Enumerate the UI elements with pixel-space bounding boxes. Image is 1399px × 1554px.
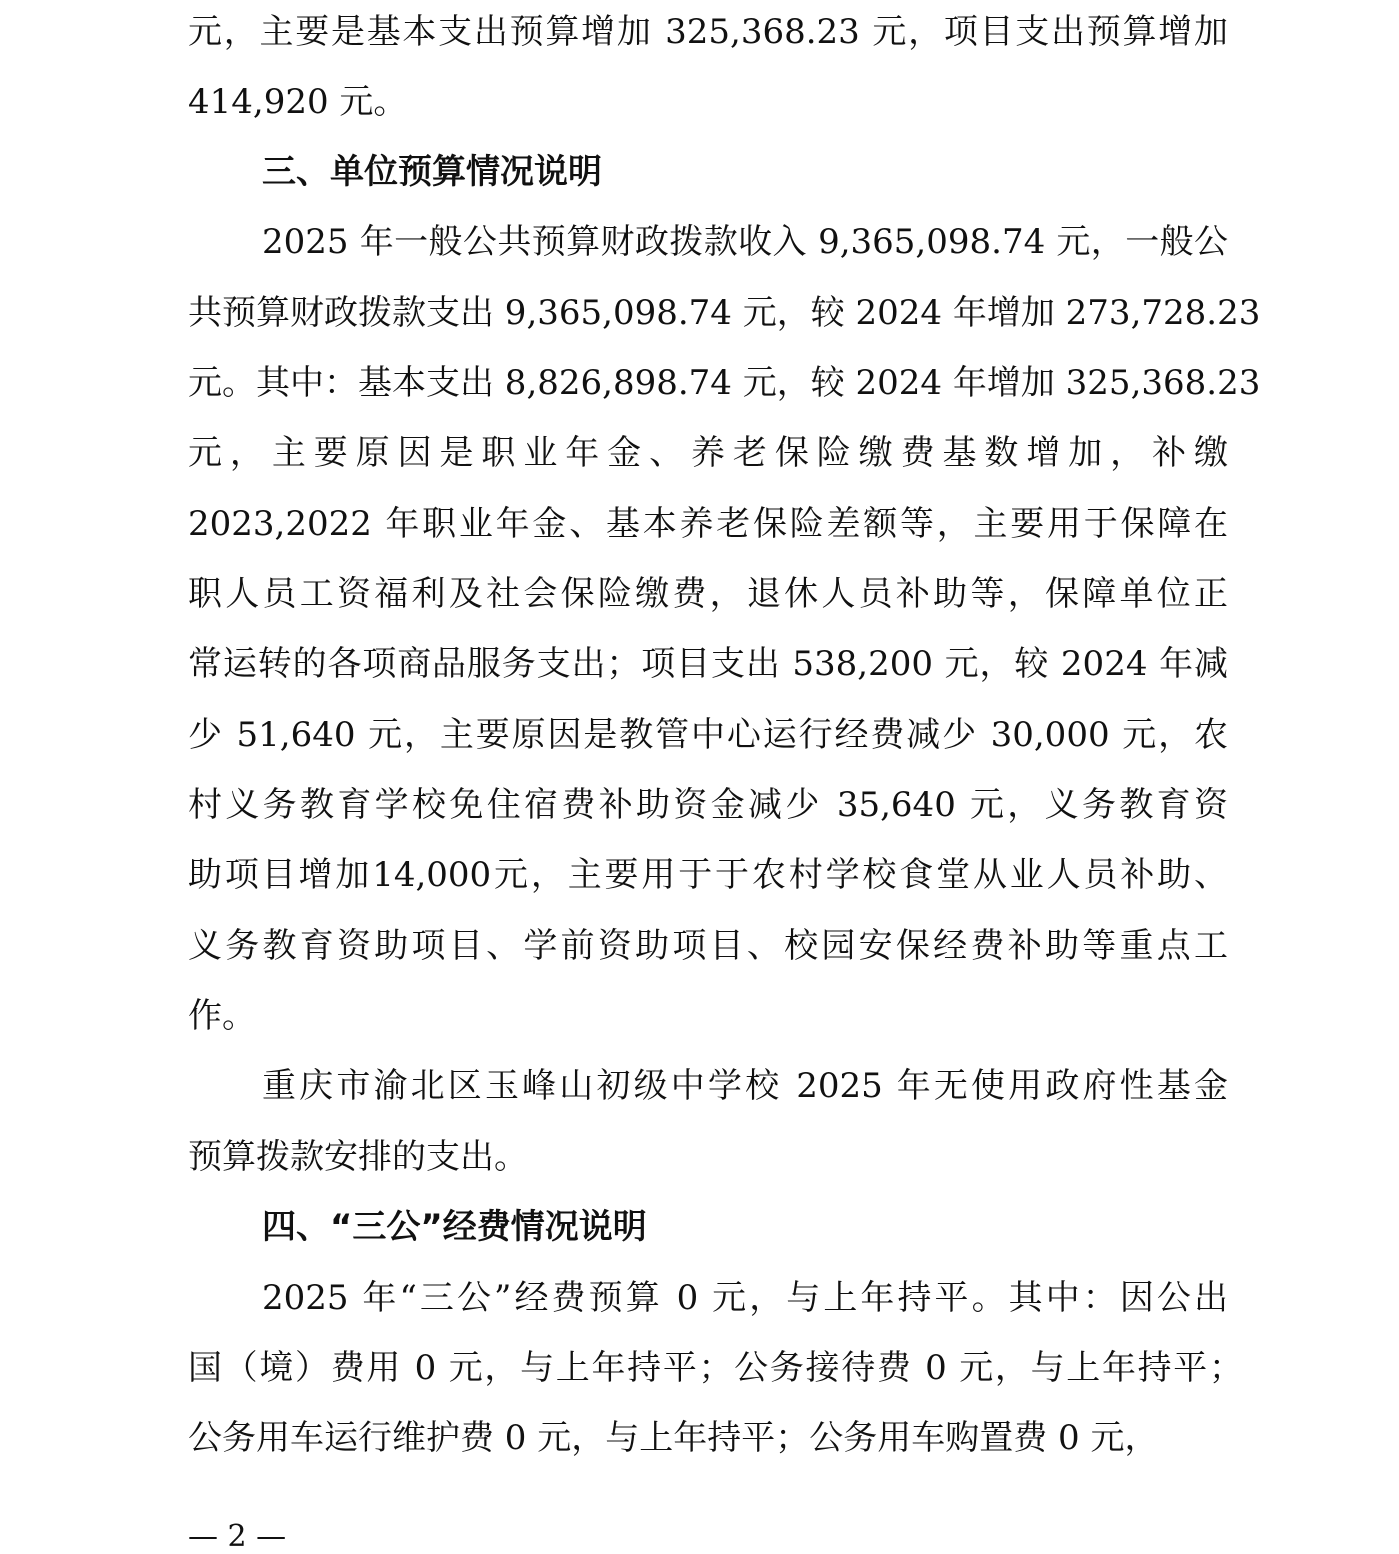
paragraph-line: 2025 年“三公”经费预算 0 元，与上年持平。其中：因公出 bbox=[262, 1278, 1228, 1318]
page-number: — 2 — bbox=[188, 1519, 287, 1554]
paragraph-line: 共预算财政拨款支出 9,365,098.74 元，较 2024 年增加 273,728.23 bbox=[188, 293, 1261, 333]
paragraph-line: 作。 bbox=[188, 996, 256, 1036]
paragraph-line: 2025 年一般公共预算财政拨款收入 9,365,098.74 元，一般公 bbox=[262, 222, 1228, 262]
paragraph-line: 助项目增加14,000元，主要用于于农村学校食堂从业人员补助、 bbox=[188, 855, 1228, 895]
paragraph-line: 国（境）费用 0 元，与上年持平；公务接待费 0 元，与上年持平； bbox=[188, 1348, 1243, 1388]
paragraph-line: 元，主要原因是职业年金、养老保险缴费基数增加，补缴 bbox=[188, 433, 1228, 473]
paragraph-line: 少 51,640 元，主要原因是教管中心运行经费减少 30,000 元，农 bbox=[188, 715, 1228, 755]
paragraph-line: 义务教育资助项目、学前资助项目、校园安保经费补助等重点工 bbox=[188, 926, 1228, 966]
paragraph-line: 414,920 元。 bbox=[188, 82, 408, 122]
section-heading-three-public-expenses: 四、“三公”经费情况说明 bbox=[262, 1207, 647, 1247]
paragraph-line: 公务用车运行维护费 0 元，与上年持平；公务用车购置费 0 元， bbox=[188, 1418, 1159, 1458]
paragraph-line: 预算拨款安排的支出。 bbox=[188, 1137, 528, 1177]
paragraph-line: 元，主要是基本支出预算增加 325,368.23 元，项目支出预算增加 bbox=[188, 12, 1228, 52]
paragraph-line: 重庆市渝北区玉峰山初级中学校 2025 年无使用政府性基金 bbox=[262, 1066, 1228, 1106]
paragraph-line: 元。其中：基本支出 8,826,898.74 元，较 2024 年增加 325,368.23 bbox=[188, 363, 1261, 403]
paragraph-line: 职人员工资福利及社会保险缴费，退休人员补助等，保障单位正 bbox=[188, 574, 1228, 614]
paragraph-line: 常运转的各项商品服务支出；项目支出 538,200 元，较 2024 年减 bbox=[188, 644, 1228, 684]
paragraph-line: 2023,2022 年职业年金、基本养老保险差额等，主要用于保障在 bbox=[188, 504, 1228, 544]
section-heading-unit-budget: 三、单位预算情况说明 bbox=[262, 152, 602, 192]
paragraph-line: 村义务教育学校免住宿费补助资金减少 35,640 元，义务教育资 bbox=[188, 785, 1228, 825]
